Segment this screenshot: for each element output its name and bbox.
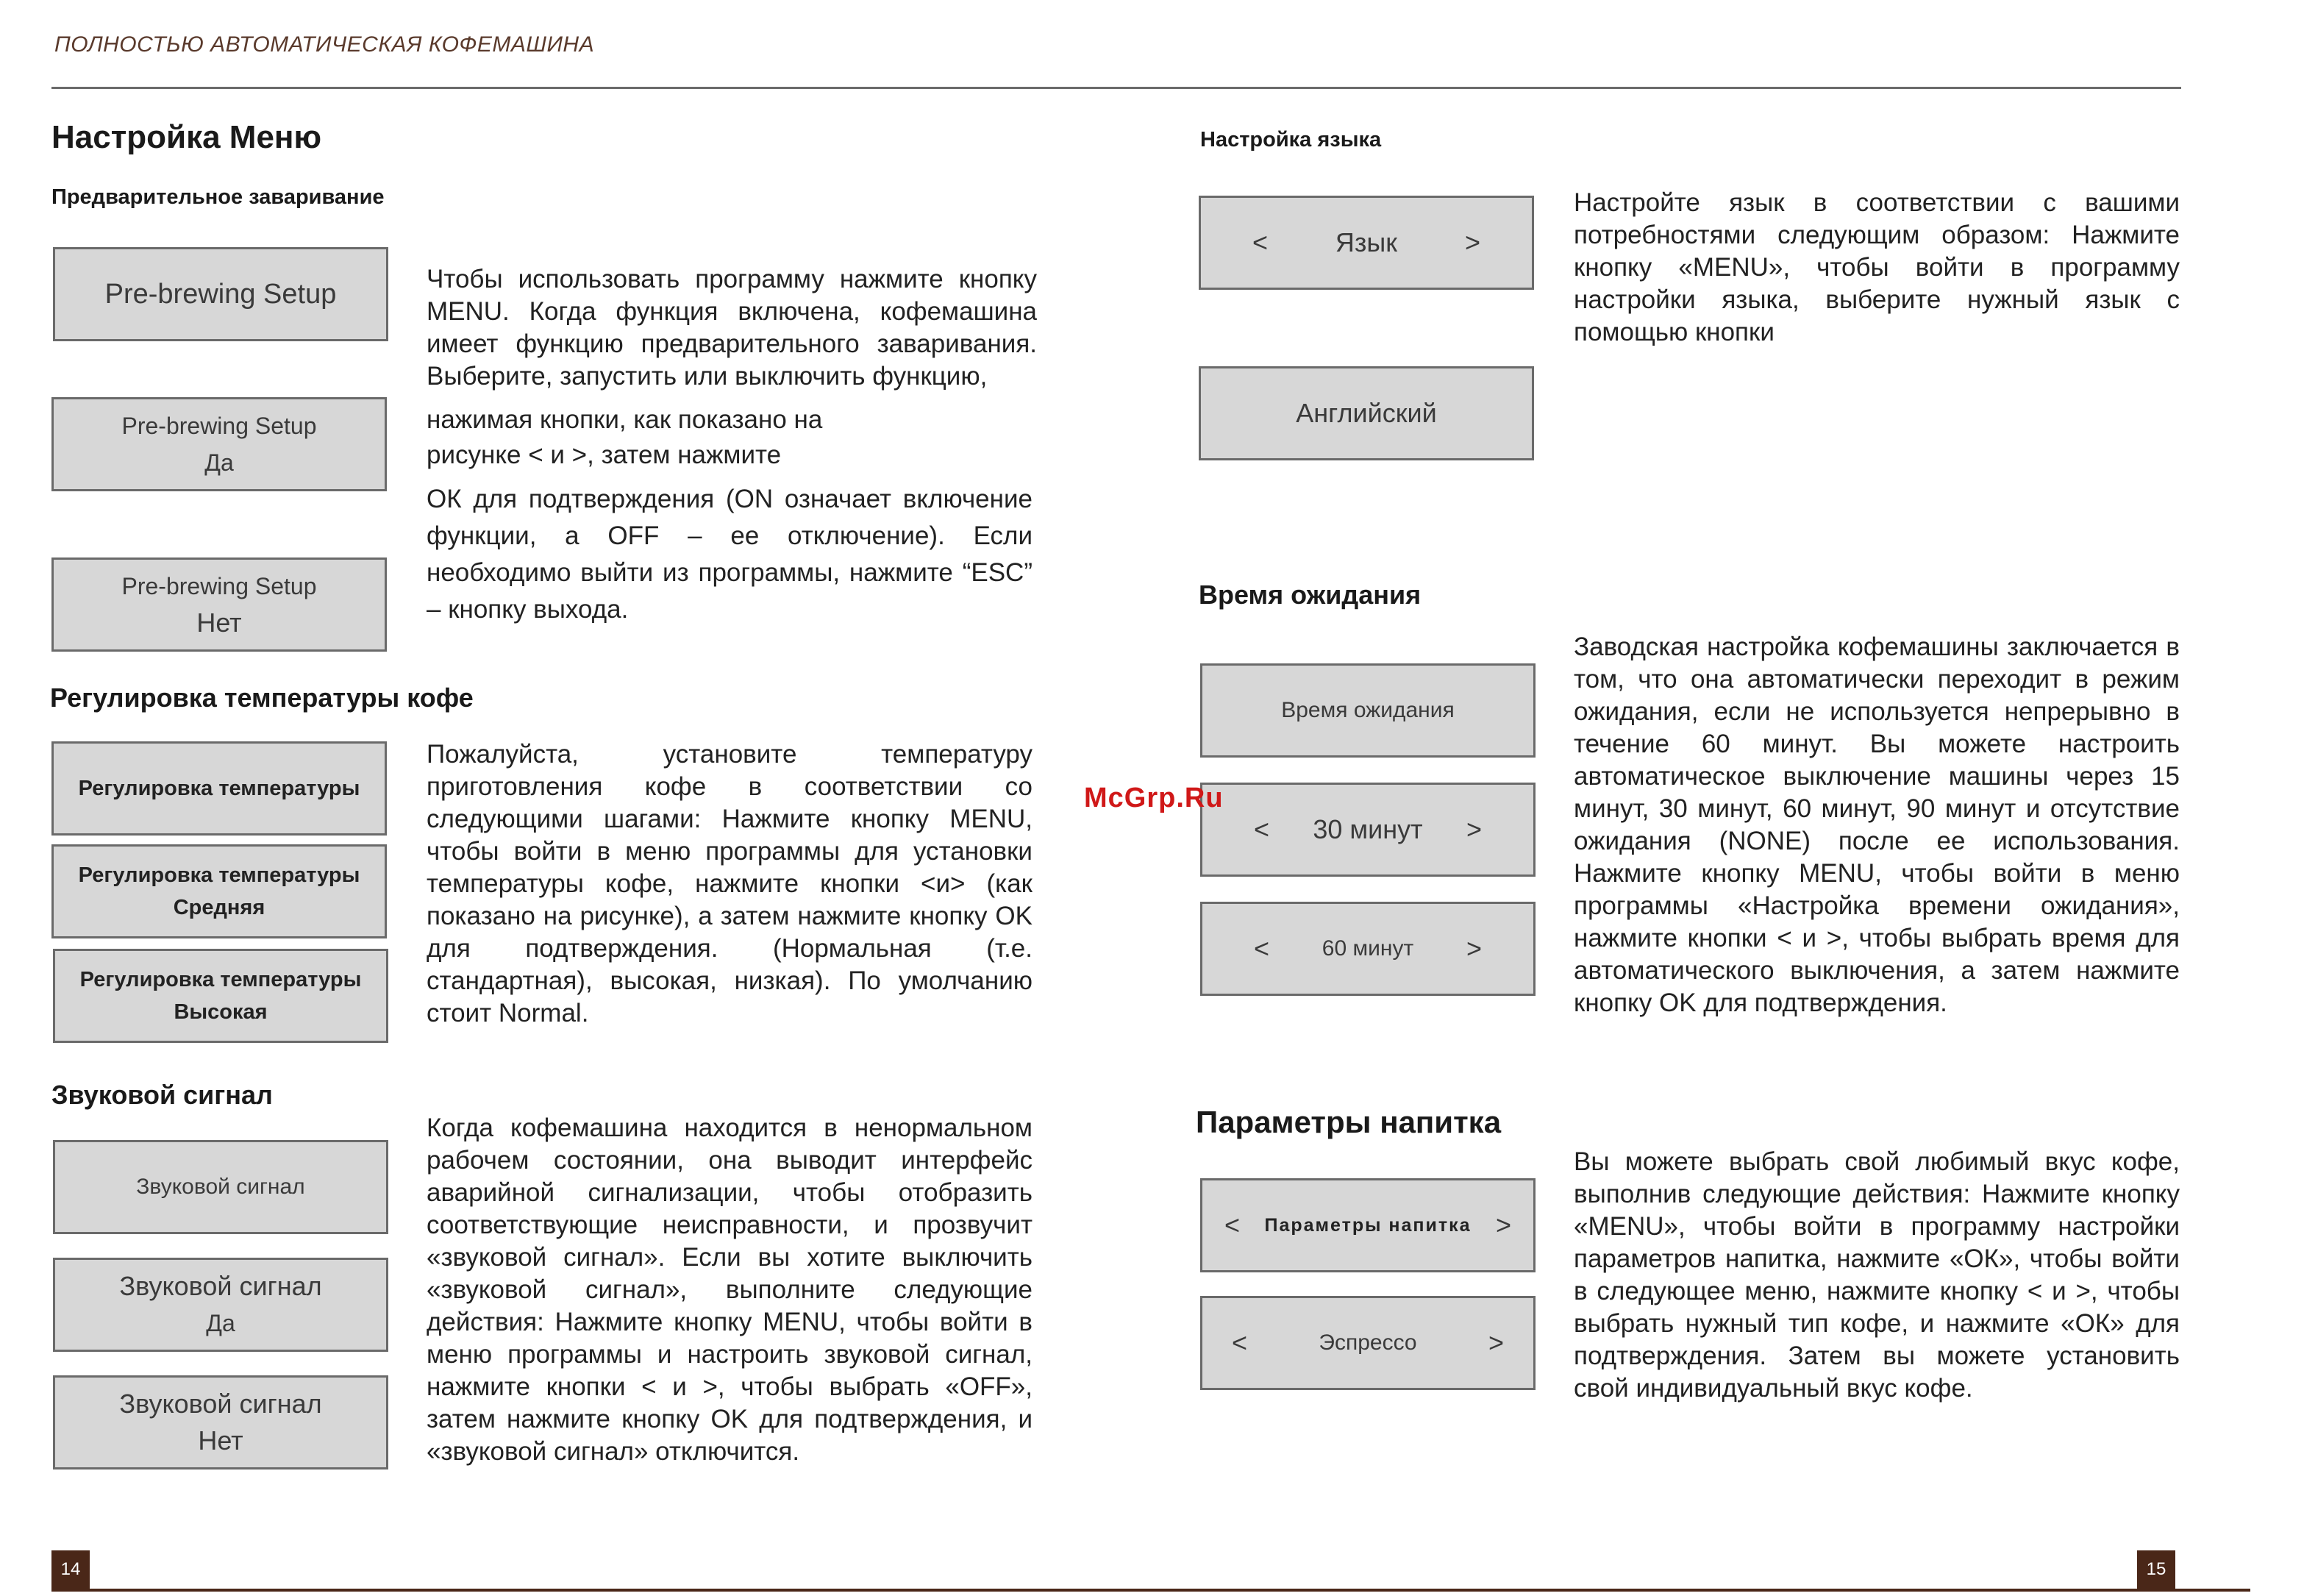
espresso-left-arrow-icon: <: [1232, 1328, 1248, 1358]
temperature-display-1: [51, 741, 387, 836]
temperature-display-2-line2: Средняя: [173, 896, 265, 919]
standby-display-1: [1200, 663, 1536, 758]
standby-30-right-arrow-icon: >: [1466, 814, 1482, 844]
prebrew-text-b1: нажимая кнопки, как показано на: [427, 405, 823, 434]
standby-display-3-value: 60 минут: [1322, 936, 1414, 961]
drink-display-1-value: Параметры напитка: [1264, 1214, 1472, 1236]
standby-30-left-arrow-icon: <: [1254, 814, 1270, 844]
prebrew-display-2-line2: Да: [204, 449, 234, 476]
temperature-display-2: [51, 844, 387, 938]
sound-heading: Звуковой сигнал: [51, 1080, 273, 1110]
sound-display-2-line2: Да: [206, 1310, 235, 1336]
language-heading: Настройка языка: [1200, 128, 1382, 152]
footer-divider: [51, 1589, 2250, 1592]
menu-settings-title: Настройка Меню: [51, 119, 322, 155]
prebrew-display-1-text: Pre-brewing Setup: [104, 279, 337, 310]
drink-params-text: Вы можете выбрать свой любимый вкус кофе, выполнив следующие действия: Нажмите кнопку «MENU», чтобы войти в программу настройки параметров напитка, нажмите «ОК», чтобы войти в следующее меню, нажмите кнопку < и >, чтобы выбрать нужный тип кофе, и нажмите «ОК» для подтверждения. Затем вы можете установить свой индивидуальный вкус кофе.: [1574, 1147, 2180, 1403]
prebrew-text-b2: рисунке < и >, затем нажмите: [427, 441, 782, 469]
prebrew-text-c: ОК для подтверждения (ON означает включение функции, а OFF – ее отключение). Если необходимо выйти из программы, нажмите “ESC” – кнопку выхода.: [427, 485, 1032, 624]
sound-display-3: [53, 1375, 388, 1469]
prebrew-display-3-line1: Pre-brewing Setup: [121, 573, 317, 599]
temperature-display-3-line1: Регулировка температуры: [79, 968, 362, 991]
language-display-1: [1199, 196, 1534, 290]
sound-display-1-text: Звуковой сигнал: [136, 1175, 305, 1199]
language-display-2-text: Английский: [1296, 398, 1437, 428]
espresso-right-arrow-icon: >: [1488, 1328, 1504, 1358]
standby-display-1-text: Время ожидания: [1281, 698, 1455, 722]
sound-display-3-line1: Звуковой сигнал: [119, 1389, 322, 1419]
drink-right-arrow-icon: >: [1495, 1210, 1511, 1240]
standby-heading: Время ожидания: [1199, 580, 1422, 610]
drink-display-2-value: Эспрессо: [1319, 1330, 1417, 1355]
temperature-display-3: [53, 949, 388, 1043]
standby-display-2-value: 30 минут: [1313, 814, 1423, 844]
prebrew-display-3-line2: Нет: [196, 608, 242, 638]
prebrew-text-a: Чтобы использовать программу нажмите кнопку MENU. Когда функция включена, кофемашина имеет функцию предварительного заваривания. Выберите, запустить или выключить функцию,: [427, 265, 1037, 391]
language-left-arrow-icon: <: [1252, 227, 1269, 257]
temperature-text: Пожалуйста, установите температуру приготовления кофе в соответствии со следующими шагами: Нажмите кнопку MENU, чтобы войти в меню программы для установки температуры кофе, нажмите кнопки <и> (как показано на рисунке), а затем нажмите кнопку OK для подтверждения. (Нормальная (т.е. стандартная), высокая, низкая). По умолчанию стоит Normal.: [427, 740, 1032, 1027]
language-display-2: [1199, 366, 1534, 460]
language-text: Настройте язык в соответствии с вашими потребностями следующим образом: Нажмите кнопку «MENU», чтобы войти в программу настройки языка, выберите нужный язык с помощью кнопки: [1574, 188, 2180, 346]
prebrew-heading: Предварительное заваривание: [51, 185, 385, 209]
standby-60-right-arrow-icon: >: [1466, 933, 1482, 963]
page-number-left: 14: [51, 1550, 90, 1589]
page-header-title: ПОЛНОСТЬЮ АВТОМАТИЧЕСКАЯ КОФЕМАШИНА: [54, 32, 595, 57]
header-divider: [51, 87, 2181, 89]
drink-left-arrow-icon: <: [1224, 1210, 1241, 1240]
prebrew-display-3: [51, 557, 387, 652]
sound-display-2-line1: Звуковой сигнал: [119, 1271, 322, 1301]
temperature-heading: Регулировка температуры кофе: [50, 683, 474, 713]
standby-display-2: [1200, 783, 1536, 877]
watermark: McGrp.Ru: [1084, 783, 1224, 813]
temperature-display-1-text: Регулировка температуры: [78, 777, 360, 800]
sound-display-1: [53, 1140, 388, 1234]
language-right-arrow-icon: >: [1464, 227, 1480, 257]
page-number-right: 15: [2137, 1550, 2175, 1589]
sound-display-3-line2: Нет: [198, 1425, 243, 1456]
temperature-display-3-line2: Высокая: [174, 1000, 268, 1024]
drink-display-2: [1200, 1296, 1536, 1390]
standby-text: Заводская настройка кофемашины заключается в том, что она автоматически переходит в режим ожидания, если не используется непрерывно в течение 60 минут. Вы можете настроить автоматическое выключение машины через 15 минут, 30 минут, 60 минут, 90 минут и отсутствие ожидания (NONE) после ее использования. Нажмите кнопку MENU, чтобы войти в меню программы «Настройка времени ожидания», нажмите кнопки < и >, чтобы выбрать время для автоматического выключения, а затем нажмите кнопку OK для подтверждения.: [1574, 633, 2180, 1017]
language-display-1-value: Язык: [1335, 227, 1398, 257]
prebrew-display-2: [51, 397, 387, 491]
sound-display-2: [53, 1258, 388, 1352]
drink-display-1: [1200, 1178, 1536, 1272]
sound-text: Когда кофемашина находится в ненормальном рабочем состоянии, она выводит интерфейс аварийной сигнализации, чтобы отобразить соответствующие неисправности, и прозвучит «звуковой сигнал». Если вы хотите выключить «звуковой сигнал», выполните следующие действия: Нажмите кнопку MENU, чтобы войти в меню программы и настроить звуковой сигнал, нажмите кнопки < и >, чтобы выбрать «OFF», затем нажмите кнопку OK для подтверждения, и «звуковой сигнал» отключится.: [427, 1114, 1032, 1466]
temperature-display-2-line1: Регулировка температуры: [78, 863, 360, 887]
drink-params-heading: Параметры напитка: [1196, 1105, 1502, 1139]
standby-display-3: [1200, 902, 1536, 996]
prebrew-display-1: [53, 247, 388, 341]
standby-60-left-arrow-icon: <: [1254, 933, 1270, 963]
prebrew-display-2-line1: Pre-brewing Setup: [121, 413, 317, 439]
